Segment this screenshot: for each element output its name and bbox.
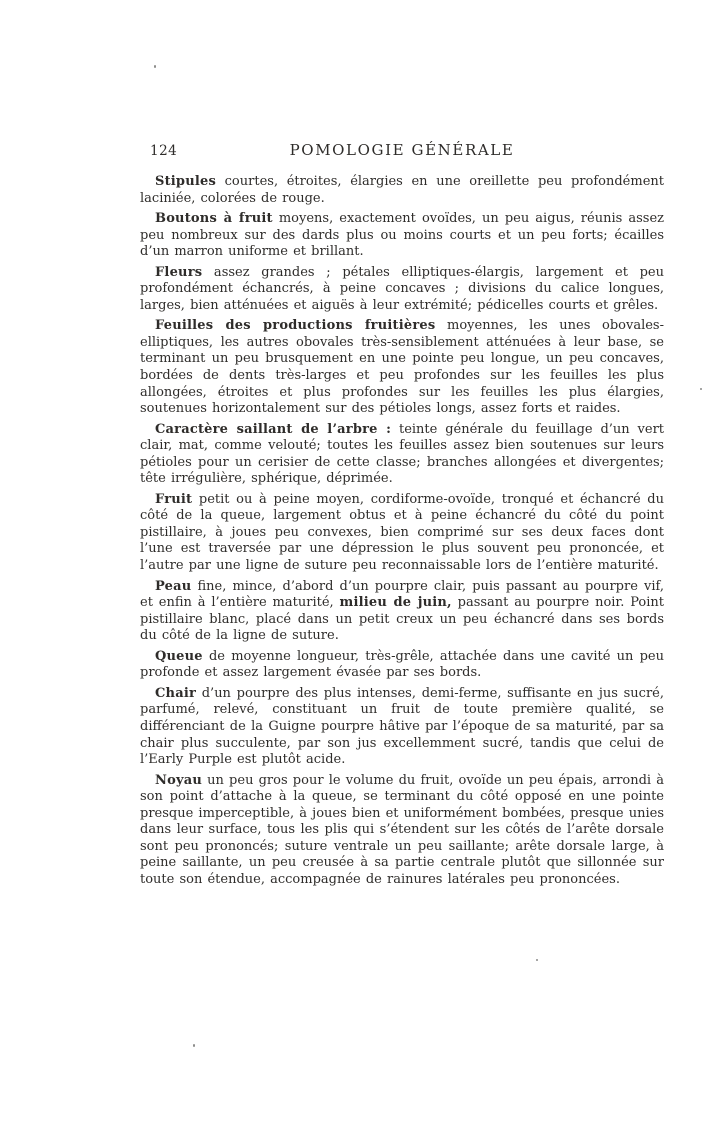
paragraph-text: un peu gros pour le volume du fruit, ovoïde un peu épais, arrondi à son point d’attache à la queue, se terminant du côté opposé en une pointe presque imperceptible, à joues bien et uniformément bombées, presque unies dans leur surface, tous les plis qui s’étendent sur les côtés de l’arête dorsale sont peu prononcés; suture ventrale un peu saillante; arête dorsale large, à peine saillante, un peu creusée à sa partie centrale plutôt que sillonnée sur toute son étendue, accompagnée de rainures latérales peu prononcées. xyxy=(140,772,664,887)
bold-term: Boutons à fruit xyxy=(155,211,273,227)
bold-term: Noyau xyxy=(155,772,202,788)
paragraph-text: moyens, exactement ovoïdes, un peu aigus, réunis assez peu nombreux sur des dards plus ou moins courts et un peu forts; écailles d’un marron uniforme et brillant. xyxy=(140,211,664,260)
paragraph-text: moyennes, les unes obovales-elliptiques, les autres obovales très-sensiblement atténuées à leur base, se terminant un peu brusquement en une pointe peu longue, un peu concaves, bordées de dents très-larges et peu profondes sur les feuilles les plus allongées, étroites et plus profondes sur les feuilles les plus élargies, soutenues horizontalement sur des pétioles longs, assez forts et raides. xyxy=(140,318,664,417)
paragraph xyxy=(140,265,664,315)
text-column xyxy=(140,141,664,892)
paragraph-text: d’un pourpre des plus intenses, demi-ferme, suffisante en jus sucré, parfumé, relevé, constituant un fruit de toute première qualité, se différenciant de la Guigne pourpre hâtive par l’époque de sa maturité, par sa chair plus succulente, par son jus excellemment sucré, tandis que celui de l’Early Purple est plutôt acide. xyxy=(140,685,664,768)
paragraph-text: fine, mince, d’abord d’un pourpre clair, puis passant au pourpre vif, et enfin à l’entière maturité, xyxy=(140,578,664,611)
scan-speck xyxy=(193,1044,195,1047)
paragraph-text: de moyenne longueur, très-grêle, attachée dans une cavité un peu profonde et assez largement évasée par ses bords. xyxy=(140,648,664,681)
bold-term: Fleurs xyxy=(155,264,203,280)
paragraph xyxy=(140,422,664,488)
scan-speck xyxy=(700,388,702,390)
page-number: 124 xyxy=(150,143,178,159)
paragraph xyxy=(140,492,664,575)
paragraph xyxy=(140,579,664,645)
paragraph xyxy=(140,649,664,682)
paragraph-text: assez grandes ; pétales elliptiques-élargis, largement et peu profondément échancrés, à peine concaves ; divisions du calice longues, larges, bien atténuées et aiguës à leur extrémité; pédicelles courts et grêles. xyxy=(140,264,664,313)
paragraph xyxy=(140,211,664,261)
page-header xyxy=(140,141,664,161)
scan-speck xyxy=(536,959,538,961)
paragraph xyxy=(140,686,664,769)
scan-speck xyxy=(154,65,156,68)
paragraph-text: passant au pourpre noir. Point pistillaire blanc, placé dans un petit creux un peu échancré dans ses bords du côté de la ligne de suture. xyxy=(140,595,665,644)
bold-term: Caractère saillant de l’arbre : xyxy=(155,421,392,437)
text-block xyxy=(140,174,664,888)
bold-term: Fruit xyxy=(155,491,193,507)
bold-term: milieu de juin, xyxy=(339,595,452,611)
bold-term: Queue xyxy=(155,648,203,664)
running-title: POMOLOGIE GÉNÉRALE xyxy=(289,141,515,159)
paragraph xyxy=(140,174,664,207)
bold-term: Feuilles des productions fruitières xyxy=(155,318,436,334)
paragraph-text: teinte générale du feuillage d’un vert clair, mat, comme velouté; toutes les feuilles assez bien soutenues sur leurs pétioles pour un cerisier de cette classe; branches allongées et divergentes; tête irrégulière, sphérique, déprimée. xyxy=(140,421,665,487)
bold-term: Stipules xyxy=(155,174,217,189)
paragraph xyxy=(140,773,664,889)
paragraph-text: courtes, étroites, élargies en une oreillette peu profondément laciniée, colorées de rouge. xyxy=(140,174,664,206)
bold-term: Chair xyxy=(155,685,197,701)
bold-term: Peau xyxy=(155,578,192,594)
paragraph xyxy=(140,318,664,417)
paragraph-text: petit ou à peine moyen, cordiforme-ovoïde, tronqué et échancré du côté de la queue, largement obtus et à peine échancré du côté du point pistillaire, à joues peu convexes, bien comprimé sur ses deux faces dont l’une est traversée par une dépression le plus souvent peu prononcée, et l’autre par une ligne de suture peu reconnaissable lors de l’entière maturité. xyxy=(140,491,664,574)
